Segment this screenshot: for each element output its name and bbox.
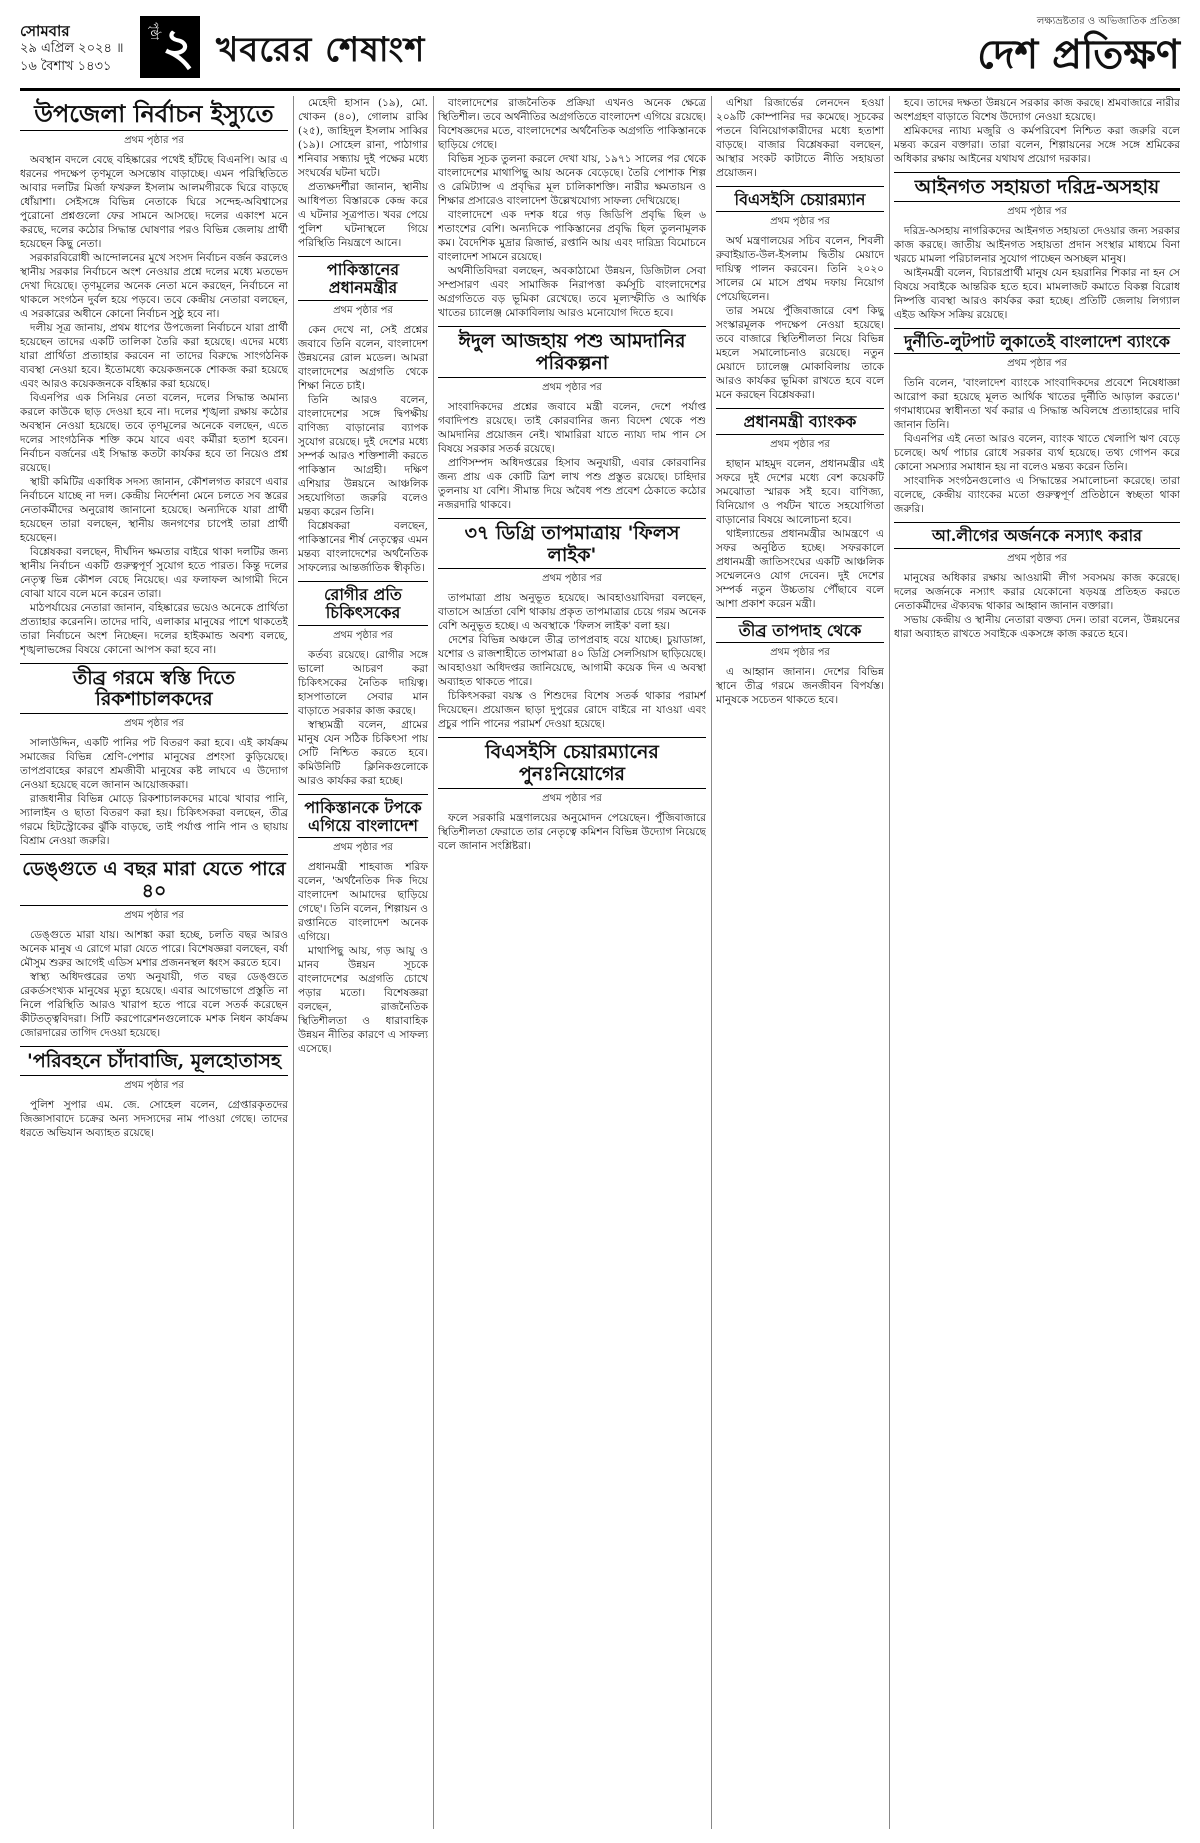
news-article [716, 617, 884, 707]
issue-date-block [20, 22, 138, 76]
newspaper-brand [840, 14, 1180, 80]
article-paragraph: বিশ্লেষকরা বলছেন, পাকিস্তানের শীর্ষ নেতৃত্বের এমন মন্তব্য বাংলাদেশের অর্থনৈতিক সাফল্যের আন্তর্জাতিক স্বীকৃতি। [298, 519, 428, 574]
continued-from-label: প্রথম পৃষ্ঠার পর [542, 573, 602, 585]
article-headline: দুর্নীতি-লুটপাট লুকাতেই বাংলাদেশ ব্যাংকে [894, 328, 1180, 354]
news-article [716, 408, 884, 610]
continued-from-label: প্রথম পৃষ্ঠার পর [333, 629, 393, 641]
article-paragraph: শ্রমিকদের ন্যায্য মজুরি ও কর্মপরিবেশ নিশ্চিত করা জরুরি বলে মন্তব্য করেন বক্তারা। তারা বলেন, শিল্পায়নের সঙ্গে সঙ্গে শ্রমিকের অধিকার রক্ষায় আইনের যথাযথ প্রয়োগ দরকার। [894, 125, 1180, 165]
article-headline: আ.লীগের অর্জনকে নস্যাৎ করার [894, 522, 1180, 548]
article-body [894, 96, 1180, 166]
article-headline: উপজেলা নির্বাচন ইস্যুতে [20, 96, 288, 131]
continued-from-label: প্রথম পৃষ্ঠার পর [333, 842, 393, 854]
article-body [438, 591, 706, 731]
article-headline: ৩৭ ডিগ্রি তাপমাত্রায় 'ফিলস লাইক' [438, 518, 706, 570]
continued-from-label: প্রথম পৃষ্ঠার পর [124, 1079, 184, 1091]
article-body [716, 234, 884, 402]
continued-from-label: প্রথম পৃষ্ঠার পর [124, 134, 184, 146]
continued-from-label: প্রথম পৃষ্ঠার পর [770, 647, 830, 659]
article-paragraph: তিনি বলেন, 'বাংলাদেশ ব্যাংকে সাংবাদিকদের প্রবেশে নিষেধাজ্ঞা আরোপ করা হয়েছে মূলত আর্থিক খাতের দুর্নীতি আড়াল করতে।' গণমাধ্যমের স্বাধীনতা খর্ব করার এ সিদ্ধান্ত অবিলম্বে প্রত্যাহারের দাবি জানান তিনি। [894, 377, 1180, 432]
article-body [716, 665, 884, 707]
news-article [20, 663, 288, 849]
news-article [438, 737, 706, 853]
article-paragraph: দলীয় সূত্র জানায়, প্রথম ধাপের উপজেলা নির্বাচনে যারা প্রার্থী হয়েছেন তাদের একটি তালিকা তৈরি করা হয়েছে। এদের মধ্যে যারা প্রার্থিতা প্রত্যাহার করবেন না তাদের বিরুদ্ধে সাংগঠনিক ব্যবস্থা নেওয়া হবে। ইতোমধ্যে কয়েকজনকে শোকজ করা হয়েছে এবং আরও কয়েকজনকে বহিষ্কার করা হয়েছে। [20, 321, 288, 390]
column-rule [433, 96, 434, 1829]
article-headline: পাকিস্তানের প্রধানমন্ত্রীর [298, 256, 428, 301]
article-headline: বিএসইসি চেয়ারম্যানের পুনঃনিয়োগের [438, 737, 706, 789]
article-paragraph: কেন দেখে না, সেই প্রশ্নের জবাবে তিনি বলেন, বাংলাদেশ উন্নয়নের রোল মডেল। আমরা বাংলাদেশের অগ্রগতি থেকে শিক্ষা নিতে চাই। [298, 323, 428, 392]
article-paragraph: দেশের বিভিন্ন অঞ্চলে তীব্র তাপপ্রবাহ বয়ে যাচ্ছে। চুয়াডাঙ্গা, যশোর ও রাজশাহীতে তাপমাত্রা ৪০ ডিগ্রি সেলসিয়াস ছাড়িয়েছে। আবহাওয়া অধিদপ্তর জানিয়েছে, আগামী কয়েক দিন এ অবস্থা অব্যাহত থাকতে পারে। [438, 634, 706, 689]
article-paragraph: বাংলাদেশের রাজনৈতিক প্রক্রিয়া এখনও অনেক ক্ষেত্রে স্থিতিশীল। তবে অর্থনীতির অগ্রগতিতে বাংলাদেশ এগিয়ে রয়েছে। বিশেষজ্ঞদের মতে, বাংলাদেশের অর্থনৈতিক অগ্রগতি পাকিস্তানকে ছাড়িয়ে গেছে। [438, 97, 706, 151]
news-article [894, 522, 1180, 640]
article-paragraph: আইনমন্ত্রী বলেন, বিচারপ্রার্থী মানুষ যেন হয়রানির শিকার না হন সে বিষয়ে সবাইকে আন্তরিক হতে হবে। মামলাজট কমাতে বিকল্প বিরোধ নিষ্পত্তি ব্যবস্থা আরও কার্যকর করা হচ্ছে। প্রতিটি জেলায় লিগ্যাল এইড অফিস সক্রিয় রয়েছে। [894, 266, 1180, 321]
article-headline: তীব্র গরমে স্বস্তি দিতে রিকশাচালকদের [20, 663, 288, 715]
article-paragraph: প্রত্যক্ষদর্শীরা জানান, স্থানীয় আধিপত্য বিস্তারকে কেন্দ্র করে এ ঘটনার সূত্রপাত। খবর পেয়ে পুলিশ ঘটনাস্থলে গিয়ে পরিস্থিতি নিয়ন্ত্রণে আনে। [298, 181, 428, 249]
article-headline: রোগীর প্রতি চিকিৎসকের [298, 581, 428, 626]
article-headline: ঈদুল আজহায় পশু আমদানির পরিকল্পনা [438, 326, 706, 378]
article-paragraph: বিশ্লেষকরা বলছেন, দীর্ঘদিন ক্ষমতার বাইরে থাকা দলটির জন্য স্থানীয় নির্বাচন একটি গুরুত্বপূর্ণ সুযোগ হতে পারত। কিন্তু দলের নেতৃত্ব ভিন্ন কৌশল বেছে নিয়েছে। এর ফলাফল আগামী দিনে বোঝা যাবে বলে মনে করেন তারা। [20, 545, 288, 600]
tagline: লক্ষ্যভ্রষ্টতার ও অভিজাতিক প্রতিজ্ঞা [1036, 16, 1180, 27]
article-paragraph: মেহেদী হাসান (১৯), মো. খোকন (৪০), গোলাম রাব্বি (২৫), জাহিদুল ইসলাম সাব্বির (১৯)। সোহেল রানা, পাঠাগার শনিবার সন্ধ্যায় দুই পক্ষের মধ্যে সংঘর্ষের ঘটনা ঘটে। [298, 97, 428, 179]
continued-from-label: প্রথম পৃষ্ঠার পর [770, 438, 830, 450]
continued-from-label: প্রথম পৃষ্ঠার পর [124, 718, 184, 730]
article-paragraph: থাইল্যান্ডের প্রধানমন্ত্রীর আমন্ত্রণে এ সফর অনুষ্ঠিত হচ্ছে। সফরকালে প্রধানমন্ত্রী জাতিসংঘের একটি আঞ্চলিক সম্মেলনেও যোগ দেবেন। দুই দেশের সম্পর্ক নতুন উচ্চতায় পৌঁছাবে বলে আশা প্রকাশ করেন মন্ত্রী। [716, 527, 884, 610]
newspaper-logo: দেশ প্রতিক্ষণ [977, 31, 1180, 78]
article-paragraph: পুলিশ সুপার এম. জে. সোহেল বলেন, গ্রেপ্তারকৃতদের জিজ্ঞাসাবাদে চক্রের অন্য সদস্যদের নাম পাওয়া গেছে। তাদের ধরতে অভিযান অব্যাহত রয়েছে। [20, 1098, 288, 1139]
article-body [716, 457, 884, 611]
article-body [20, 1098, 288, 1140]
news-article [894, 328, 1180, 516]
article-headline: আইনগত সহায়তা দরিদ্র-অসহায় [894, 172, 1180, 202]
article-headline: 'পরিবহনে চাঁদাবাজি, মূলহোতাসহ [20, 1046, 288, 1076]
article-paragraph: এশিয়া রিজার্ভের লেনদেন হওয়া ২০৯টি কোম্পানির দর কমেছে। সূচকের পতনে বিনিয়োগকারীদের মধ্যে হতাশা বাড়ছে। বাজার বিশ্লেষকরা বলছেন, আস্থার সংকট কাটাতে নীতি সহায়তা প্রয়োজন। [716, 97, 884, 179]
page-number-box [140, 16, 200, 78]
article-paragraph: স্বাস্থ্যমন্ত্রী বলেন, গ্রামের মানুষ যেন সঠিক চিকিৎসা পায় সেটি নিশ্চিত করতে হবে। কমিউনিটি ক্লিনিকগুলোকে আরও কার্যকর করা হচ্ছে। [298, 718, 428, 787]
news-article [894, 96, 1180, 166]
article-paragraph: বিএনপির এই নেতা আরও বলেন, ব্যাংক খাতে খেলাপি ঋণ বেড়ে চলেছে। অর্থ পাচার রোধে সরকার ব্যর্থ হয়েছে। তথ্য গোপন করে কোনো সমস্যার সমাধান হয় না বলেও মন্তব্য করেন তিনি। [894, 433, 1180, 474]
news-article [298, 256, 428, 575]
continued-from-label: প্রথম পৃষ্ঠার পর [542, 381, 602, 393]
article-paragraph: সভায় কেন্দ্রীয় ও স্থানীয় নেতারা বক্তব্য দেন। তারা বলেন, উন্নয়নের ধারা অব্যাহত রাখতে সবাইকে একসঙ্গে কাজ করতে হবে। [894, 613, 1180, 640]
news-article [716, 186, 884, 402]
continued-from-label: প্রথম পৃষ্ঠার পর [542, 793, 602, 805]
article-body [20, 153, 288, 657]
article-headline: তীব্র তাপদাহ থেকে [716, 617, 884, 643]
article-body [298, 648, 428, 788]
column-5 [894, 96, 1180, 1829]
news-article [438, 326, 706, 512]
article-paragraph: প্রাণিসম্পদ অধিদপ্তরের হিসাব অনুযায়ী, এবার কোরবানির জন্য প্রায় এক কোটি ত্রিশ লাখ পশু প্রস্তুত রয়েছে। চাহিদার তুলনায় যা বেশি। সীমান্ত দিয়ে অবৈধ পশু প্রবেশ ঠেকাতে কঠোর নজরদারি থাকবে। [438, 456, 706, 511]
column-rule [293, 96, 294, 1829]
article-paragraph: দরিদ্র-অসহায় নাগরিকদের আইনগত সহায়তা দেওয়ার জন্য সরকার কাজ করছে। জাতীয় আইনগত সহায়তা প্রদান সংস্থার মাধ্যমে বিনা খরচে মামলা পরিচালনার সুযোগ পাচ্ছেন অসচ্ছল মানুষ। [894, 224, 1180, 265]
article-body [716, 96, 884, 180]
article-body [894, 224, 1180, 322]
article-paragraph: মানুষের অধিকার রক্ষায় আওয়ামী লীগ সবসময় কাজ করেছে। দলের অর্জনকে নস্যাৎ করার যেকোনো ষড়যন্ত্র প্রতিহত করতে নেতাকর্মীদের ঐক্যবদ্ধ থাকার আহ্বান জানান বক্তারা। [894, 571, 1180, 612]
article-body [20, 928, 288, 1040]
article-paragraph: হবে। তাদের দক্ষতা উন্নয়নে সরকার কাজ করছে। শ্রমবাজারে নারীর অংশগ্রহণ বাড়াতে বিশেষ উদ্যোগ নেওয়া হয়েছে। [894, 97, 1180, 123]
article-paragraph: ডেঙ্গুতে মারা যায়। আশঙ্কা করা হচ্ছে, চলতি বছর আরও অনেক মানুষ এ রোগে মারা যেতে পারে। বিশেষজ্ঞরা বলছেন, বর্ষা মৌসুম শুরুর আগেই এডিস মশার প্রজননস্থল ধ্বংস করতে হবে। [20, 928, 288, 969]
continued-from-label: প্রথম পৃষ্ঠার পর [770, 216, 830, 228]
section-title: খবরের শেষাংশ [216, 30, 426, 70]
news-article [20, 1046, 288, 1140]
column-1 [20, 96, 288, 1829]
article-headline: ডেঙ্গুতে এ বছর মারা যেতে পারে ৪০ [20, 854, 288, 906]
article-paragraph: অবস্থান বদলে বেছে বহিষ্কারের পথেই হাঁটছে বিএনপি। আর এ ধরনের পদক্ষেপ তৃণমূলে অসন্তোষ বাড়াচ্ছে। এমন পরিস্থিতিতে আবার দলটির মির্জা ফখরুল ইসলাম আলমগীরকে ঘিরে বাড়ছে ধোঁয়াশা। সেইসঙ্গে বিভিন্ন নেতাকে ঘিরে সন্দেহ-অবিশ্বাসের পুরোনো প্রশ্নগুলো ফের সামনে আসছে। দলের একাংশ মনে করছে, দলের কঠোর সিদ্ধান্ত ঘোষণার পরও বিভিন্ন জেলায় প্রার্থী হয়েছেন কিছু নেতা। [20, 153, 288, 250]
article-body [438, 96, 706, 320]
article-paragraph: এ আহ্বান জানান। দেশের বিভিন্ন স্থানে তীব্র গরমে জনজীবন বিপর্যস্ত। মানুষকে সচেতন থাকতে হবে। [716, 666, 884, 707]
article-headline: প্রধানমন্ত্রী ব্যাংকক [716, 408, 884, 434]
continued-from-label: প্রথম পৃষ্ঠার পর [333, 304, 393, 316]
article-paragraph: চিকিৎসকরা বয়স্ক ও শিশুদের বিশেষ সতর্ক থাকার পরামর্শ দিয়েছেন। প্রয়োজন ছাড়া দুপুরের রোদে বাইরে না যাওয়া এবং প্রচুর পানি পানের পরামর্শ দেওয়া হয়েছে। [438, 690, 706, 731]
article-body [298, 96, 428, 250]
article-paragraph: কর্তব্য রয়েছে। রোগীর সঙ্গে ভালো আচরণ করা চিকিৎসকের নৈতিক দায়িত্ব। হাসপাতালে সেবার মান বাড়াতে সরকার কাজ করছে। [298, 648, 428, 717]
article-body [894, 376, 1180, 516]
continued-from-label: প্রথম পৃষ্ঠার পর [1007, 358, 1067, 370]
article-paragraph: বিএনপির এক সিনিয়র নেতা বলেন, দলের সিদ্ধান্ত অমান্য করলে কাউকে ছাড় দেওয়া হবে না। দলের শৃঙ্খলা রক্ষায় কঠোর অবস্থান নেওয়া হয়েছে। তবে তৃণমূলের অনেকে বলছেন, এতে দলের সাংগঠনিক শক্তি কমে যাবে এবং কর্মীরা হতাশ হবেন। নির্বাচন বর্জনের এই সিদ্ধান্ত কতটা কার্যকর হবে তা নিয়েও প্রশ্ন রয়েছে। [20, 391, 288, 474]
news-article [298, 581, 428, 788]
article-paragraph: সালাউদ্দিন, একটি পানির পট বিতরণ করা হবে। এই কার্যক্রম সমাজের বিভিন্ন শ্রেণি-পেশার মানুষের প্রশংসা কুড়িয়েছে। তাপপ্রবাহের কারণে শ্রমজীবী মানুষের কষ্ট লাঘবে এ উদ্যোগ নেওয়া হয়েছে বলে জানান আয়োজকরা। [20, 737, 288, 792]
news-article [20, 96, 288, 657]
article-body [298, 323, 428, 575]
article-paragraph: তিনি আরও বলেন, বাংলাদেশের সঙ্গে দ্বিপক্ষীয় বাণিজ্য বাড়ানোর ব্যাপক সুযোগ রয়েছে। দুই দেশের মধ্যে সম্পর্ক আরও শক্তিশালী করতে পাকিস্তান আগ্রহী। দক্ষিণ এশিয়ার উন্নয়নে আঞ্চলিক সহযোগিতা জরুরি বলেও মন্তব্য করেন তিনি। [298, 393, 428, 518]
article-paragraph: মাথাপিছু আয়, গড় আয়ু ও মানব উন্নয়ন সূচকে বাংলাদেশের অগ্রগতি চোখে পড়ার মতো। বিশেষজ্ঞরা বলছেন, রাজনৈতিক স্থিতিশীলতা ও ধারাবাহিক উন্নয়ন নীতির কারণে এ সাফল্য এসেছে। [298, 945, 428, 1056]
column-rule [711, 96, 712, 1829]
article-body [894, 571, 1180, 641]
article-paragraph: সাংবাদিকদের প্রশ্নের জবাবে মন্ত্রী বলেন, দেশে পর্যাপ্ত গবাদিপশু রয়েছে। তাই কোরবানির জন্য বিদেশ থেকে পশু আমদানির প্রয়োজন নেই। খামারিরা যাতে ন্যায্য দাম পান সে বিষয়ে সরকার সতর্ক রয়েছে। [438, 400, 706, 455]
column-3 [438, 96, 706, 1829]
article-paragraph: তাপমাত্রা প্রায় অনুভূত হয়েছে। আবহাওয়াবিদরা বলছেন, বাতাসে আর্দ্রতা বেশি থাকায় প্রকৃত তাপমাত্রার চেয়ে গরম অনেক বেশি অনুভূত হচ্ছে। এ অবস্থাকে 'ফিলস লাইক' বলা হয়। [438, 592, 706, 633]
continued-from-label: প্রথম পৃষ্ঠার পর [1007, 552, 1067, 564]
article-paragraph: অর্থনীতিবিদরা বলছেন, অবকাঠামো উন্নয়ন, ডিজিটাল সেবা সম্প্রসারণ এবং সামাজিক নিরাপত্তা কর্মসূচি বাংলাদেশের অগ্রগতিতে বড় ভূমিকা রেখেছে। তবে মূল্যস্ফীতি ও আর্থিক খাতের চ্যালেঞ্জ মোকাবিলায় আরও মনোযোগ দিতে হবে। [438, 265, 706, 319]
article-body [20, 736, 288, 848]
article-paragraph: অর্থ মন্ত্রণালয়ের সচিব বলেন, শিবলী রুবাইয়াত-উল-ইসলাম দ্বিতীয় মেয়াদে দায়িত্ব পালন করবেন। তিনি ২০২০ সালের মে মাসে প্রথম দফায় নিয়োগ পেয়েছিলেন। [716, 235, 884, 304]
article-body [438, 811, 706, 853]
weekday: সোমবার [20, 22, 70, 40]
continued-from-label: প্রথম পৃষ্ঠার পর [1007, 205, 1067, 217]
news-article [298, 794, 428, 1057]
article-headline: বিএসইসি চেয়ারম্যান [716, 186, 884, 212]
article-paragraph: সরকারবিরোধী আন্দোলনের মুখে সংসদ নির্বাচন বর্জন করলেও স্থানীয় সরকার নির্বাচনে অংশ নেওয়ার প্রশ্নে দলের মধ্যে মতভেদ দেখা দিয়েছে। তৃণমূলের অনেক নেতা মনে করছেন, নির্বাচনে না থাকলে সংগঠন দুর্বল হয়ে পড়বে। তবে কেন্দ্রীয় নেতারা বলছেন, এ সরকারের অধীনে কোনো নির্বাচন সুষ্ঠু হবে না। [20, 251, 288, 320]
article-paragraph: ফলে সরকারি মন্ত্রণালয়ের অনুমোদন পেয়েছেন। পুঁজিবাজারে স্থিতিশীলতা ফেরাতে তার নেতৃত্বে কমিশন বিভিন্ন উদ্যোগ নিয়েছে বলে জানান সংশ্লিষ্টরা। [438, 812, 706, 853]
article-paragraph: হাছান মাহমুদ বলেন, প্রধানমন্ত্রীর এই সফরে দুই দেশের মধ্যে বেশ কয়েকটি সমঝোতা স্মারক সই হবে। বাণিজ্য, বিনিয়োগ ও পর্যটন খাতে সহযোগিতা বাড়ানোর বিষয়ে আলোচনা হবে। [716, 457, 884, 526]
article-paragraph: বিভিন্ন সূচক তুলনা করলে দেখা যায়, ১৯৭১ সালের পর থেকে বাংলাদেশের মাথাপিছু আয় অনেক বেড়েছে। তৈরি পোশাক শিল্প ও রেমিট্যান্স এ প্রবৃদ্ধির মূল চালিকাশক্তি। নারীর ক্ষমতায়ন ও শিক্ষার প্রসারেও বাংলাদেশ উল্লেখযোগ্য সাফল্য দেখিয়েছে। [438, 153, 706, 207]
article-paragraph: তার সময়ে পুঁজিবাজারে বেশ কিছু সংস্কারমূলক পদক্ষেপ নেওয়া হয়েছে। তবে বাজারে স্থিতিশীলতা নিয়ে বিভিন্ন মহলে সমালোচনাও রয়েছে। নতুন মেয়াদে চ্যালেঞ্জ মোকাবিলায় তাকে আরও কার্যকর ভূমিকা রাখতে হবে বলে মনে করছেন বিশ্লেষকরা। [716, 305, 884, 402]
page-label: পৃষ্ঠা [148, 22, 161, 40]
news-article [298, 96, 428, 250]
article-paragraph: রাজধানীর বিভিন্ন মোড়ে রিকশাচালকদের মাঝে খাবার পানি, স্যালাইন ও ছাতা বিতরণ করা হয়। চিকিৎসকরা বলছেন, তীব্র গরমে হিটস্ট্রোকের ঝুঁকি বাড়ছে, তাই পর্যাপ্ত পানি পান ও ছায়ায় বিশ্রাম নেওয়া জরুরি। [20, 793, 288, 848]
news-article [20, 854, 288, 1040]
article-paragraph: সাংবাদিক সংগঠনগুলোও এ সিদ্ধান্তের সমালোচনা করেছে। তারা বলেছে, কেন্দ্রীয় ব্যাংকের মতো গুরুত্বপূর্ণ প্রতিষ্ঠানে স্বচ্ছতা থাকা জরুরি। [894, 475, 1180, 516]
news-article [438, 96, 706, 320]
page-number: ২ [162, 18, 195, 76]
article-paragraph: স্থায়ী কমিটির একাধিক সদস্য জানান, কৌশলগত কারণে এবার নির্বাচনে যাচ্ছে না দল। কেন্দ্রীয় নির্দেশনা মেনে চলতে সব স্তরের নেতাকর্মীদের অনুরোধ জানানো হয়েছে। অন্যদিকে যারা প্রার্থী হয়েছেন তারা বলছেন, স্থানীয় জনগণের চাপেই তারা প্রার্থী হয়েছেন। [20, 475, 288, 544]
column-4 [716, 96, 884, 1829]
column-rule [889, 96, 890, 1829]
column-2 [298, 96, 428, 1829]
article-paragraph: স্বাস্থ্য অধিদপ্তরের তথ্য অনুযায়ী, গত বছর ডেঙ্গুতে রেকর্ডসংখ্যক মানুষের মৃত্যু হয়েছে। এবার আগেভাগে প্রস্তুতি না নিলে পরিস্থিতি আরও খারাপ হতে পারে বলে সতর্ক করেছেন কীটতত্ত্ববিদরা। সিটি করপোরেশনগুলোকে মশক নিধন কার্যক্রম জোরদারের তাগিদ দেওয়া হয়েছে। [20, 970, 288, 1039]
article-paragraph: বাংলাদেশে এক দশক ধরে গড় জিডিপি প্রবৃদ্ধি ছিল ৬ শতাংশের বেশি। অন্যদিকে পাকিস্তানের প্রবৃদ্ধি ছিল তুলনামূলক কম। বৈদেশিক মুদ্রার রিজার্ভ, রপ্তানি আয় এবং দারিদ্র্য বিমোচনে বাংলাদেশ সামনে রয়েছে। [438, 209, 706, 263]
article-body [438, 400, 706, 512]
continued-from-label: প্রথম পৃষ্ঠার পর [124, 909, 184, 921]
article-paragraph: প্রধানমন্ত্রী শাহবাজ শরিফ বলেন, 'অর্থনৈতিক দিক দিয়ে বাংলাদেশ আমাদের ছাড়িয়ে গেছে'। তিনি বলেন, শিল্পায়ন ও রপ্তানিতে বাংলাদেশ অনেক এগিয়ে। [298, 861, 428, 944]
news-article [716, 96, 884, 180]
issue-date: ২৯ এপ্রিল ২০২৪ ॥ ১৬ বৈশাখ ১৪৩১ [20, 41, 124, 74]
article-paragraph: মাঠপর্যায়ের নেতারা জানান, বহিষ্কারের ভয়েও অনেকে প্রার্থিতা প্রত্যাহার করেননি। তাদের দাবি, এলাকার মানুষের পাশে থাকতেই তারা নির্বাচনে অংশ নিচ্ছেন। দলের হাইকমান্ড অবশ্য বলছে, শৃঙ্খলাভঙ্গের বিষয়ে কোনো আপস করা হবে না। [20, 601, 288, 656]
news-article [894, 172, 1180, 322]
masthead [20, 10, 1180, 91]
article-headline: পাকিস্তানকে টপকে এগিয়ে বাংলাদেশ [298, 794, 428, 839]
article-body [298, 860, 428, 1056]
news-article [438, 518, 706, 732]
